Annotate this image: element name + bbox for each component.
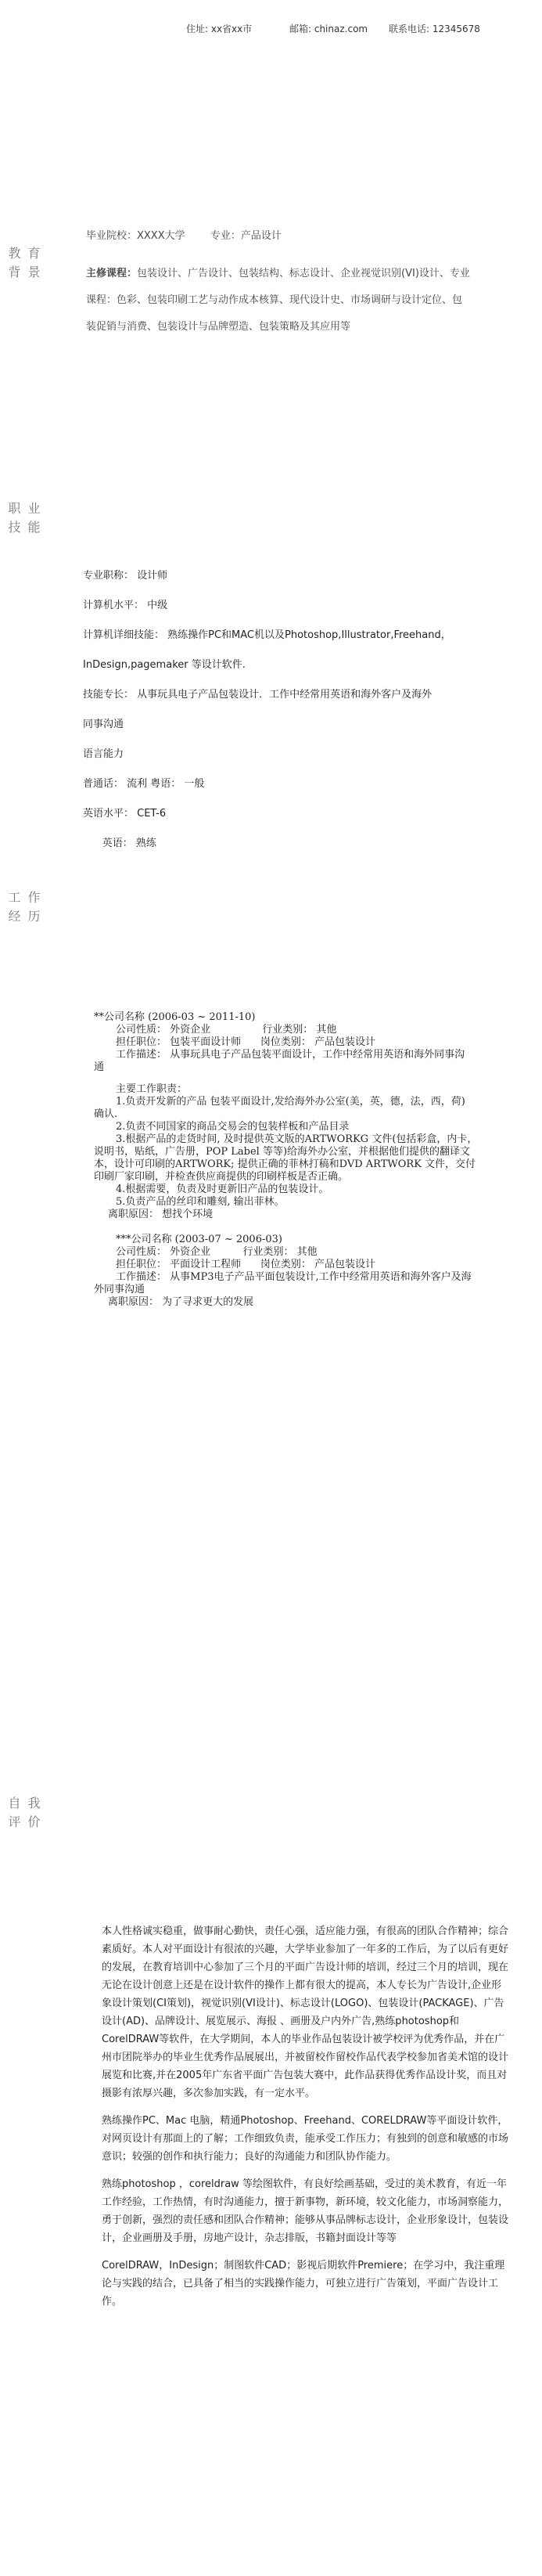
skills-line: 计算机水平： 中级 — [83, 600, 168, 611]
section-skills-label: 职 业 技 能 — [8, 501, 42, 535]
job-duty: 5.负责产品的丝印和雕刻, 输出菲林。 — [116, 1196, 285, 1208]
job-description: 工作描述： 从事MP3电子产品平面包装设计,工作中经常用英语和海外客户及海 — [116, 1271, 472, 1283]
job-duty-cont: 印刷厂家印刷，并检查供应商提供的印刷样板是否正确。 — [94, 1171, 349, 1183]
education-courses-line2: 课程：色彩、包装印刷工艺与动作成本核算、现代设计史、市场调研与设计定位、包 — [86, 294, 463, 306]
contact-address: 住址: xx省xx市 — [186, 23, 253, 34]
job-duty-cont: 说明书，贴纸，广告册，POP Label 等等)给海外办公室，并根据他们提供的翻译文 — [94, 1146, 471, 1158]
education-school: 毕业院校：XXXX大学 — [86, 230, 185, 242]
evaluation-paragraph: 本人性格诚实稳重，做事耐心勤快，责任心强，适应能力强，有很高的团队合作精神；综合素质好。本人对平面设计有很浓的兴趣，大学毕业参加了一年多的工作后，为了以后有更好的发展，在教育培训中心参加了三个月的平面广告设计师的培训，经过三个月的培训，现在无论在设计创意上还是在设计软件的操作上都有很大的提高，本人专长为广告设计,企业形象设计策划(CI策划)，视觉识别(VI设计)、标志设计(LOGO)、包装设计(PACKAGE)、广告设计(AD)、品牌设计、展览展示、海报 、画册及户内外广告,熟练photoshop和CorelDRAW等软件，在大学期间，本人的毕业作品包装设计被学校评为优秀作品，并在广州市团院举办的毕业生优秀作品展展出，并被留校作留校作品代表学校参加省美术馆的设计展览和比赛,并在2005年广东省平面广告包装大赛中，此作品获得优秀作品设计奖，而且对摄影有浓厚兴趣，多次参加实践，有一定水平。 — [102, 1926, 509, 2099]
job-position: 担任职位： 包装平面设计师 岗位类别： 产品包装设计 — [116, 1036, 376, 1048]
section-work-label: 工 作 经 历 — [8, 890, 42, 924]
education-courses: 包装设计、广告设计、包装结构、标志设计、企业视觉识别(VI)设计、专业 — [137, 268, 470, 279]
skills-line: 英语： 熟练 — [83, 838, 156, 849]
education-school-line — [86, 223, 524, 250]
job-duty-cont: 本，设计可印刷的ARTWORK; 提供正确的菲林打稿和DVD ARTWORK 文件，交付 — [94, 1158, 476, 1170]
contact-phone: 联系电话: 12345678 — [389, 23, 480, 34]
education-courses-label: 主修课程： — [86, 268, 138, 279]
job-duty: 2.负责不同国家的商品交易会的包装样板和产品目录 — [116, 1121, 350, 1133]
work-job-2 — [94, 1234, 507, 1309]
job-duty: 1.负责开发新的产品 包装平面设计,发给海外办公室(美，英，德，法，西，荷) — [116, 1096, 465, 1108]
skills-line: 英语水平： CET-6 — [83, 808, 167, 820]
section-evaluation-label: 自 我 评 价 — [8, 1796, 42, 1829]
skills-block — [83, 553, 521, 866]
skills-line: 计算机详细技能： 熟练操作PC和MAC机以及Photoshop,Illustrator,Freehand， — [83, 629, 451, 641]
job-description: 工作描述： 从事玩具电子产品包装平面设计，工作中经常用英语和海外同事沟 — [116, 1049, 465, 1061]
evaluation-block — [102, 1922, 508, 2320]
skills-line: 同事沟通 — [83, 719, 124, 730]
skills-line: 专业职称： 设计师 — [83, 570, 168, 582]
education-courses-line3: 装促销与消费、包装设计与品牌塑造、包装策略及其应用等 — [86, 321, 351, 333]
skills-line: 普通话： 流利 粤语： 一般 — [83, 778, 205, 790]
job-duty-cont: 确认. — [94, 1108, 118, 1120]
job-duties-heading: 主要工作职责： — [116, 1083, 188, 1095]
job-title: **公司名称 (2006-03 ~ 2011-10) — [94, 1011, 256, 1023]
evaluation-paragraph: 熟练操作PC、Mac 电脑，精通Photoshop、Freehand、CORELDRAW等平面设计软件，对网页设计有那面上的了解；工作细致负责，能承受工作压力；有独到的创意和敏感的市场意识；较强的创作和执行能力；良好的沟通能力和团队协作能力。 — [102, 2115, 509, 2163]
job-title: ***公司名称 (2003-07 ~ 2006-03) — [116, 1234, 282, 1245]
education-courses-line1 — [86, 261, 524, 287]
evaluation-paragraph: CorelDRAW，InDesign；制图软件CAD；影视后期软件Premiere；在学习中，我注重理论与实践的结合，已具备了相当的实践操作能力，可独立进行广告策划，平面广告设计工作。 — [102, 2260, 505, 2308]
job-leave-reason: 离职原因： 为了寻求更大的发展 — [108, 1296, 254, 1308]
job-duty: 4.根据需要，负责及时更新旧产品的包装设计。 — [116, 1184, 329, 1195]
job-nature: 公司性质： 外资企业 行业类别： 其他 — [116, 1246, 318, 1258]
skills-line: InDesign,pagemaker 等设计软件. — [83, 659, 246, 671]
evaluation-paragraph: 熟练photoshop ，coreldraw 等绘图软件，有良好绘画基础，受过的美术教育，有近一年工作经验，工作热情，有时沟通能力，擅于新事物，新环境，较文化能力，市场洞察能力，勇于创新，强烈的责任感和团队合作精神；能够从事品牌标志设计，企业形象设计，包装设计，企业画册及手册，房地产设计，杂志排版，书籍封面设计等等 — [102, 2178, 509, 2244]
job-leave-reason: 离职原因： 想找个环境 — [108, 1209, 214, 1220]
section-education-label: 教 育 背 景 — [8, 246, 42, 279]
education-block — [86, 223, 524, 340]
work-job-1 — [94, 1011, 507, 1221]
education-major: 专业：产品设计 — [210, 230, 282, 242]
job-description-cont: 外同事沟通 — [94, 1284, 145, 1295]
job-duty: 3.根据产品的走货时间, 及时提供英文版的ARTWORKG 文件(包括彩盒，内卡， — [116, 1133, 478, 1145]
contact-email: 邮箱: chinaz.com — [289, 23, 368, 34]
job-nature: 公司性质： 外资企业 行业类别： 其他 — [116, 1024, 337, 1036]
job-position: 担任职位： 平面设计工程师 岗位类别： 产品包装设计 — [116, 1259, 376, 1270]
skills-line: 语言能力 — [83, 748, 124, 760]
job-description-cont: 通 — [94, 1061, 105, 1073]
skills-line: 技能专长： 从事玩具电子产品包装设计．工作中经常用英语和海外客户及海外 — [83, 689, 433, 701]
